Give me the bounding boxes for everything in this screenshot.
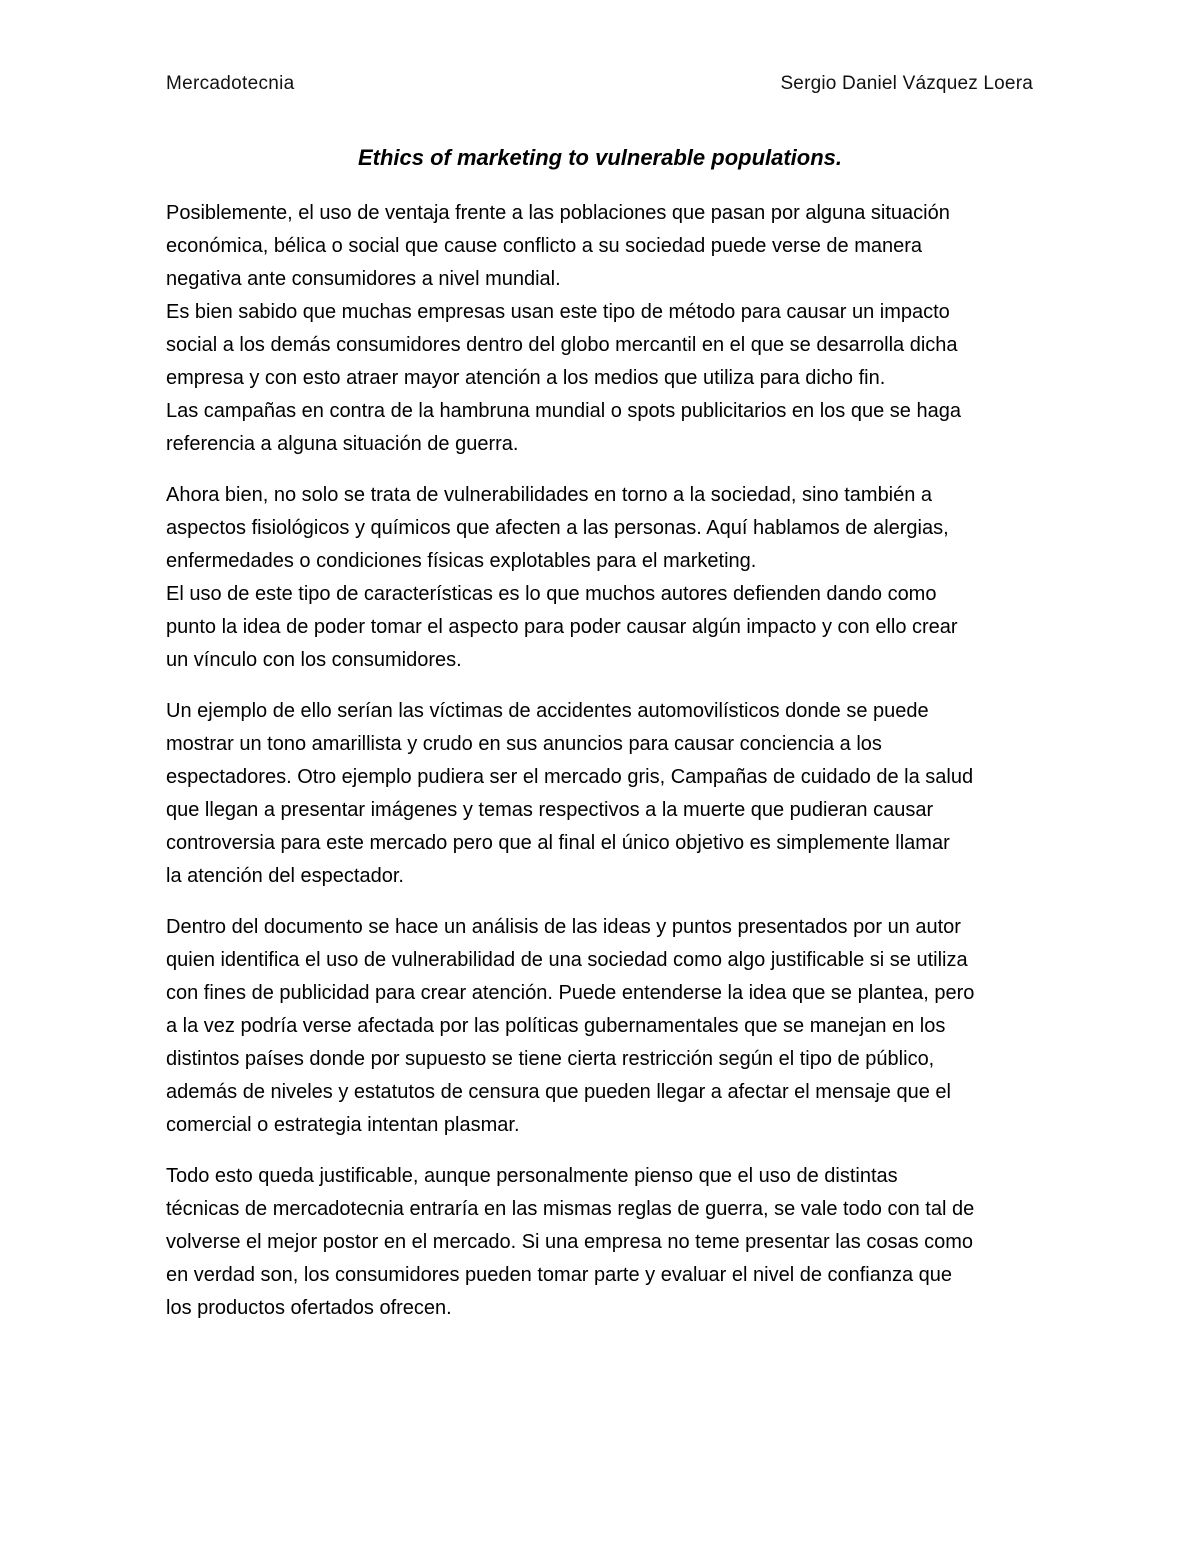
paragraph-line: económica, bélica o social que cause conflicto a su sociedad puede verse de manera <box>166 235 923 257</box>
paragraph-line: comercial o estrategia intentan plasmar. <box>166 1114 520 1136</box>
paragraph-line: Es bien sabido que muchas empresas usan este tipo de método para causar un impacto <box>166 301 950 323</box>
paragraph-line: quien identifica el uso de vulnerabilidad de una sociedad como algo justificable si se utiliza <box>166 949 968 971</box>
paragraph-line: controversia para este mercado pero que al final el único objetivo es simplemente llamar <box>166 832 950 854</box>
document-body <box>166 197 1034 1343</box>
paragraph <box>166 695 1034 893</box>
paragraph-line: Dentro del documento se hace un análisis de las ideas y puntos presentados por un autor <box>166 916 961 938</box>
paragraph-line: punto la idea de poder tomar el aspecto para poder causar algún impacto y con ello crear <box>166 616 958 638</box>
paragraph-line: que llegan a presentar imágenes y temas respectivos a la muerte que pudieran causar <box>166 799 934 821</box>
paragraph-line: un vínculo con los consumidores. <box>166 649 462 671</box>
header-author-name: Sergio Daniel Vázquez Loera <box>780 73 1033 94</box>
paragraph <box>166 1160 1034 1325</box>
paragraph-line: mostrar un tono amarillista y crudo en sus anuncios para causar conciencia a los <box>166 733 882 755</box>
paragraph-line: los productos ofertados ofrecen. <box>166 1297 452 1319</box>
paragraph-line: la atención del espectador. <box>166 865 404 887</box>
paragraph <box>166 197 1034 461</box>
paragraph-line: distintos países donde por supuesto se tiene cierta restricción según el tipo de público, <box>166 1048 935 1070</box>
paragraph-line: Posiblemente, el uso de ventaja frente a las poblaciones que pasan por alguna situación <box>166 202 950 224</box>
paragraph-line: con fines de publicidad para crear atención. Puede entenderse la idea que se plantea, pero <box>166 982 975 1004</box>
paragraph-line: a la vez podría verse afectada por las políticas gubernamentales que se manejan en los <box>166 1015 946 1037</box>
paragraph-line: enfermedades o condiciones físicas explotables para el marketing. <box>166 550 757 572</box>
paragraph-line: negativa ante consumidores a nivel mundial. <box>166 268 561 290</box>
paragraph-line: además de niveles y estatutos de censura que pueden llegar a afectar el mensaje que el <box>166 1081 951 1103</box>
paragraph-line: técnicas de mercadotecnia entraría en las mismas reglas de guerra, se vale todo con tal de <box>166 1198 975 1220</box>
header-course-name: Mercadotecnia <box>166 73 295 94</box>
paragraph-line: espectadores. Otro ejemplo pudiera ser el mercado gris, Campañas de cuidado de la salud <box>166 766 974 788</box>
paragraph-line: aspectos fisiológicos y químicos que afecten a las personas. Aquí hablamos de alergias, <box>166 517 949 539</box>
paragraph-line: Ahora bien, no solo se trata de vulnerabilidades en torno a la sociedad, sino también a <box>166 484 933 506</box>
paragraph-line: empresa y con esto atraer mayor atención a los medios que utiliza para dicho fin. <box>166 367 886 389</box>
paragraph-line: El uso de este tipo de características es lo que muchos autores defienden dando como <box>166 583 937 605</box>
paragraph-line: Un ejemplo de ello serían las víctimas de accidentes automovilísticos donde se puede <box>166 700 929 722</box>
paragraph-line: referencia a alguna situación de guerra. <box>166 433 519 455</box>
paragraph-line: social a los demás consumidores dentro del globo mercantil en el que se desarrolla dicha <box>166 334 958 356</box>
paragraph-line: Todo esto queda justificable, aunque personalmente pienso que el uso de distintas <box>166 1165 898 1187</box>
document-title: Ethics of marketing to vulnerable populations. <box>357 145 843 170</box>
paragraph-line: volverse el mejor postor en el mercado. Si una empresa no teme presentar las cosas como <box>166 1231 974 1253</box>
paragraph <box>166 479 1034 677</box>
paragraph-line: en verdad son, los consumidores pueden tomar parte y evaluar el nivel de confianza que <box>166 1264 953 1286</box>
paragraph-line: Las campañas en contra de la hambruna mundial o spots publicitarios en los que se haga <box>166 400 961 422</box>
paragraph <box>166 911 1034 1142</box>
